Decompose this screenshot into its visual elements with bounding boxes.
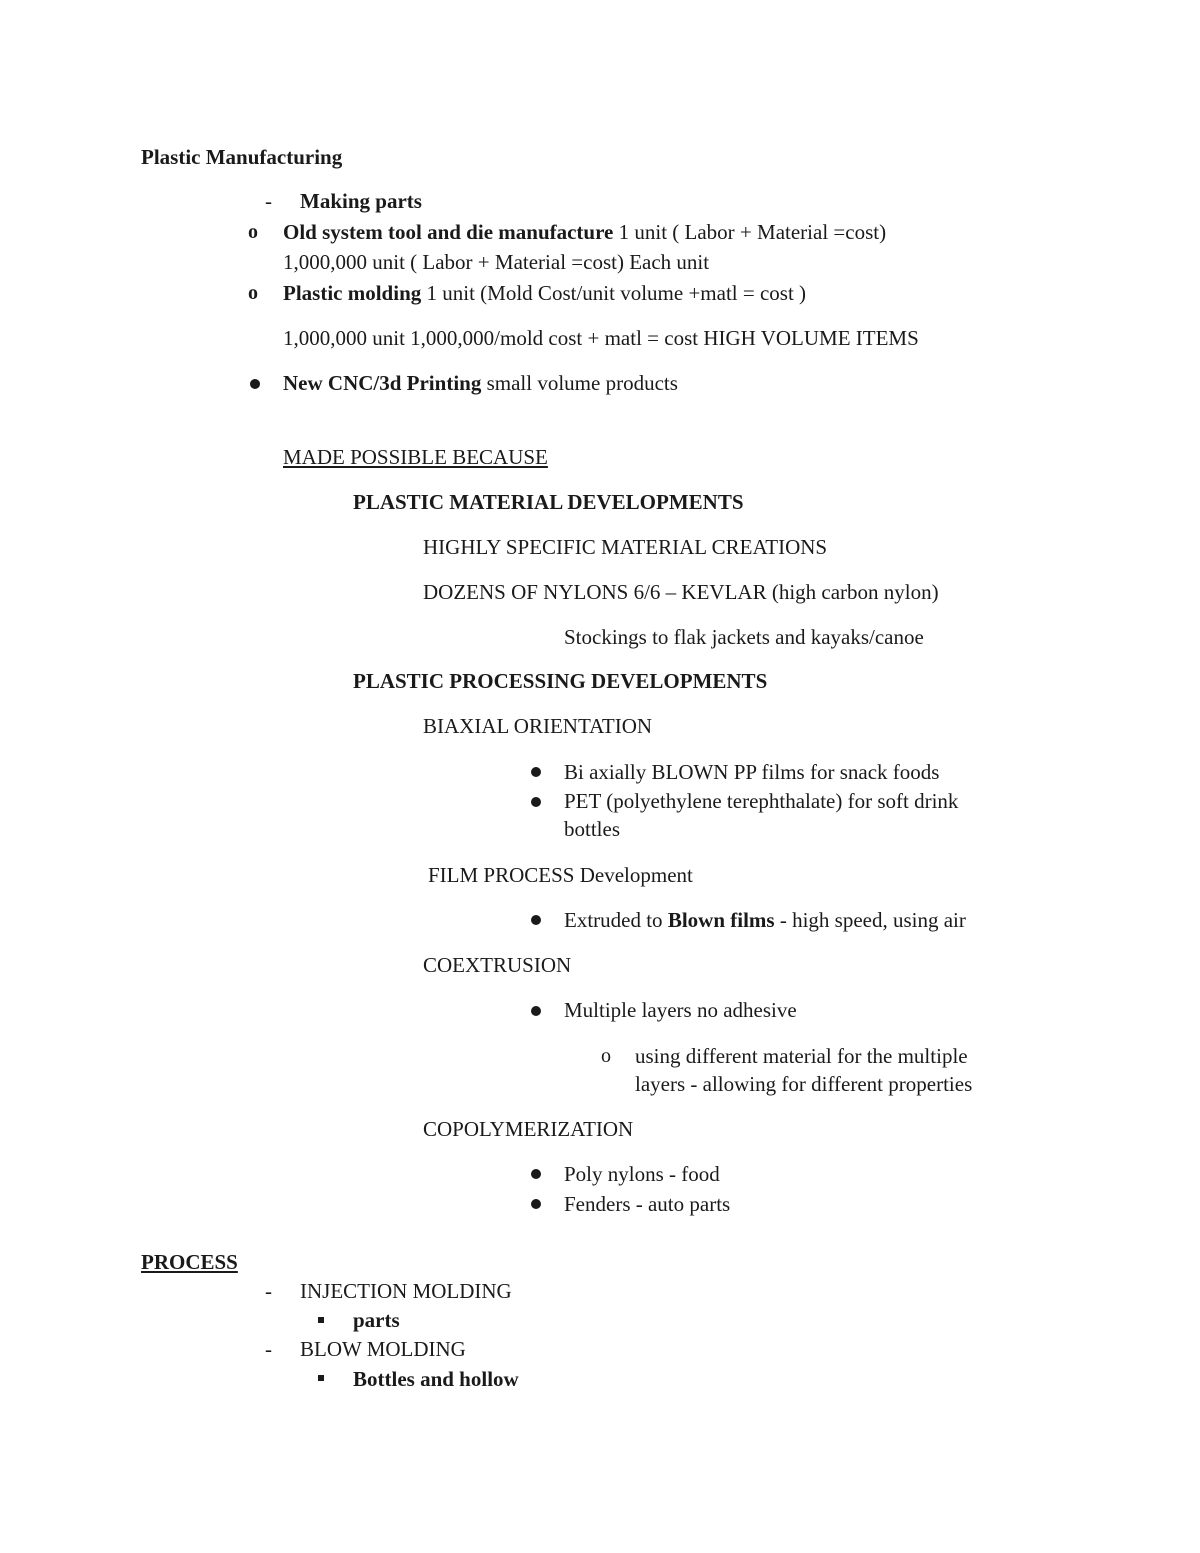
material-dev-line3: Stockings to flak jackets and kayaks/canoe — [564, 625, 924, 649]
circle-bullet-icon: o — [248, 221, 258, 243]
copoly-item-2: Fenders - auto parts — [564, 1192, 731, 1216]
disc-bullet-icon — [531, 1006, 541, 1016]
made-possible-heading: MADE POSSIBLE BECAUSE — [283, 445, 548, 469]
coextrusion-item: Multiple layers no adhesive — [564, 998, 797, 1022]
dash-bullet: - — [265, 189, 272, 213]
plastic-molding-label: Plastic molding — [283, 281, 422, 305]
film-item — [564, 906, 966, 934]
film-item-pre: Extruded to — [564, 908, 668, 932]
square-bullet-icon — [318, 1317, 324, 1323]
old-system-line — [283, 218, 886, 246]
coextrusion-heading: COEXTRUSION — [423, 953, 572, 977]
blow-molding: BLOW MOLDING — [300, 1337, 466, 1361]
biaxial-item-2-cont: bottles — [564, 817, 620, 841]
dash-bullet: - — [265, 1279, 272, 1303]
circle-bullet-icon: o — [601, 1045, 611, 1067]
new-cnc-text: small volume products — [481, 371, 678, 395]
old-system-line2: 1,000,000 unit ( Labor + Material =cost) Each unit — [283, 250, 710, 274]
making-parts-heading: Making parts — [300, 189, 422, 213]
new-cnc-line — [283, 369, 678, 397]
film-heading: FILM PROCESS Development — [428, 863, 693, 887]
plastic-molding-line2: 1,000,000 unit 1,000,000/mold cost + matl = cost HIGH VOLUME ITEMS — [283, 326, 919, 350]
copoly-item-1: Poly nylons - food — [564, 1162, 720, 1186]
coextrusion-sub-2: layers - allowing for different properties — [635, 1072, 973, 1096]
plastic-molding-line — [283, 279, 806, 307]
injection-sub: parts — [353, 1308, 400, 1332]
injection-molding: INJECTION MOLDING — [300, 1279, 512, 1303]
plastic-molding-text: 1 unit (Mold Cost/unit volume +matl = cost ) — [421, 281, 807, 305]
coextrusion-sub-1: using different material for the multiple — [635, 1044, 968, 1068]
disc-bullet-icon — [531, 767, 541, 777]
processing-dev-heading: PLASTIC PROCESSING DEVELOPMENTS — [353, 669, 768, 693]
disc-bullet-icon — [531, 1199, 541, 1209]
disc-bullet-icon — [531, 1169, 541, 1179]
page-title: Plastic Manufacturing — [141, 145, 343, 169]
material-dev-line1: HIGHLY SPECIFIC MATERIAL CREATIONS — [423, 535, 828, 559]
circle-bullet-icon: o — [248, 282, 258, 304]
blow-sub: Bottles and hollow — [353, 1367, 519, 1391]
biaxial-item-1: Bi axially BLOWN PP films for snack foods — [564, 760, 940, 784]
disc-bullet-icon — [250, 379, 260, 389]
old-system-text: 1 unit ( Labor + Material =cost) — [613, 220, 887, 244]
process-heading: PROCESS — [141, 1250, 238, 1274]
film-item-bold: Blown films — [667, 908, 775, 932]
dash-bullet: - — [265, 1337, 272, 1361]
biaxial-item-2: PET (polyethylene terephthalate) for soft drink — [564, 789, 959, 813]
copoly-heading: COPOLYMERIZATION — [423, 1117, 634, 1141]
biaxial-heading: BIAXIAL ORIENTATION — [423, 714, 653, 738]
new-cnc-label: New CNC/3d Printing — [283, 371, 482, 395]
disc-bullet-icon — [531, 797, 541, 807]
material-dev-heading: PLASTIC MATERIAL DEVELOPMENTS — [353, 490, 744, 514]
disc-bullet-icon — [531, 915, 541, 925]
film-item-post: - high speed, using air — [774, 908, 966, 932]
old-system-label: Old system tool and die manufacture — [283, 220, 614, 244]
square-bullet-icon — [318, 1375, 324, 1381]
material-dev-line2: DOZENS OF NYLONS 6/6 – KEVLAR (high carbon nylon) — [423, 580, 939, 604]
